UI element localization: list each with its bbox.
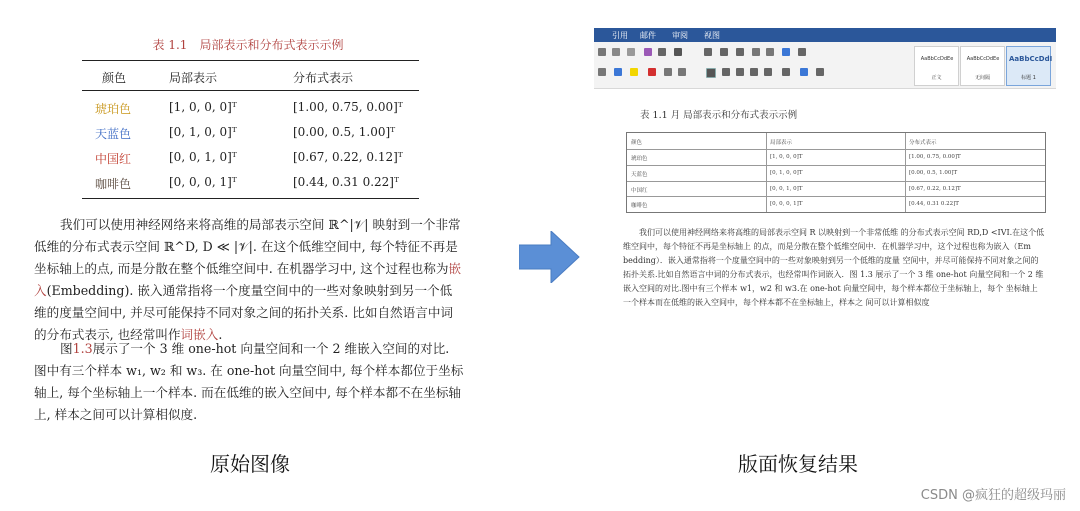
row-color-name: 天蓝色 [95, 127, 132, 141]
cell: [0, 0, 1, 0]T [770, 186, 803, 192]
row-distributed: [0.00, 0.5, 1.00]ᵀ [293, 125, 396, 139]
shading-icon[interactable] [800, 68, 808, 76]
cell: 中国红 [631, 188, 648, 194]
label-recovery-result: 版面恢复结果 [738, 452, 858, 476]
paragraph-1-text-b: (Embedding). 嵌入通常指将一个度量空间中的一些对象映射到另一个低维的度量空间中, 并尽可能保持不同对象之间的拓扑关系. 比如自然语言中词的分布式表示, 也经常叫作 [34, 283, 454, 342]
style-name: 标题 1 [1021, 75, 1036, 81]
header-distributed: 分布式表示 [293, 71, 354, 85]
row-color-name: 咖啡色 [95, 177, 132, 191]
row-distributed: [0.67, 0.22, 0.12]ᵀ [293, 150, 403, 164]
table-row [22, 150, 474, 170]
row-color-name: 琥珀色 [95, 102, 132, 116]
style-name: 无间隔 [974, 75, 990, 81]
style-sample: AaBbCcDdEe [966, 56, 1000, 62]
table-row [22, 100, 474, 120]
bullets-icon[interactable] [704, 48, 712, 56]
numbering-icon[interactable] [720, 48, 728, 56]
line-spacing-icon[interactable] [782, 68, 790, 76]
tab-references[interactable]: 引用 [612, 31, 628, 40]
superscript-icon[interactable] [598, 68, 606, 76]
multilevel-list-icon[interactable] [736, 48, 744, 56]
style-name: 正文 [931, 75, 942, 81]
char-border-icon[interactable] [674, 48, 682, 56]
change-case-icon[interactable] [627, 48, 635, 56]
style-sample: AaBbCcDdEe [920, 56, 954, 62]
table-row [22, 125, 474, 145]
row-distributed: [0.44, 0.31 0.22]ᵀ [293, 175, 400, 189]
style-heading-1[interactable] [1006, 46, 1051, 86]
paragraph-2-text-b: 展示了一个 3 维 one-hot 向量空间和一个 2 维嵌入空间的对比. 图中有三个样本 w₁, w₂ 和 w₃. 在 one-hot 向量空间中, 每个样本都位于坐标轴上, 每个坐标轴上一个样本. 而在低维的嵌入空间中, 每个样本都不在坐标轴上, 样本之间可以计算相似度. [34, 341, 464, 422]
document-page[interactable] [599, 88, 1051, 350]
align-center-icon[interactable] [722, 68, 730, 76]
table-top-rule [82, 60, 419, 61]
show-marks-icon[interactable] [798, 48, 806, 56]
paragraph-1-text-a: 我们可以使用神经网络来将高维的局部表示空间 ℝ^|𝒱| 映射到一个非常低维的分布式表示空间 ℝ^D, D ≪ |𝒱|. 在这个低维空间中, 每个特征不再是坐标轴上的点, 而是分散在整个低维空间中. 在机器学习中, 这个过程也称为 [34, 217, 461, 276]
enclose-char-icon[interactable] [678, 68, 686, 76]
ribbon-toolbar [594, 42, 1056, 89]
watermark: CSDN @疯狂的超级玛丽 [920, 488, 1066, 503]
cell: 咖啡色 [631, 203, 648, 209]
borders-icon[interactable] [816, 68, 824, 76]
recovered-caption: 表 1.1 月 局部表示和分布式表示示例 [640, 110, 798, 121]
recovered-table [626, 132, 1046, 213]
align-left-icon[interactable] [706, 68, 716, 78]
table-bottom-rule [82, 198, 419, 199]
label-original-image: 原始图像 [210, 452, 290, 476]
row-local: [0, 0, 1, 0]ᵀ [169, 150, 237, 164]
row-local: [0, 0, 0, 1]ᵀ [169, 175, 237, 189]
style-no-spacing[interactable] [960, 46, 1005, 86]
tab-mailings[interactable]: 邮件 [640, 31, 656, 40]
word-window [594, 28, 1056, 350]
recovered-paragraph: 我们可以使用神经网络来将高维的局部表示空间 R 以映射到一个非常低维 的分布式表示空间 RD,D <IVI.在这个低维空间中，每个特征不再是坐标轴上 的点，而是分散在整个低维空间中．在机器学习中，这个过程也称为嵌入（Em bedding）．嵌入通常指将一个度量空间中的一些对象映射到另一个低维的度量 空间中，并尽可能保持不同对象之间的拓扑关系.比如自然语言中词的分布式表示，也经常叫作词嵌入．图 1.3 展示了一个 3 维 one-hot 向量空间和一个 2 维嵌入空间的对比.图中有三个样本 w1，w2 和 w3.在 one-hot 向量空间中，每个样本都位于坐标轴上，每个 坐标轴上一个样本而在低维的嵌入空间中，每个样本都不在坐标轴上，样本之 间可以计算相似度 [623, 228, 1045, 307]
paragraph-1-text-c: . [218, 327, 223, 342]
clear-format-icon[interactable] [644, 48, 652, 56]
row-local: [1, 0, 0, 0]ᵀ [169, 100, 237, 114]
paragraph-2 [34, 338, 464, 426]
cell: 分布式表示 [909, 140, 937, 146]
paragraph-1 [34, 214, 464, 346]
increase-indent-icon[interactable] [766, 48, 774, 56]
distributed-icon[interactable] [764, 68, 772, 76]
figure-reference: 1.3 [72, 341, 93, 356]
font-size-shrink-icon[interactable] [612, 48, 620, 56]
phonetic-guide-icon[interactable] [658, 48, 666, 56]
cell: [0.44, 0.31 0.22]T [909, 201, 959, 207]
justify-icon[interactable] [750, 68, 758, 76]
align-right-icon[interactable] [736, 68, 744, 76]
cell: [0, 0, 0, 1]T [770, 201, 803, 207]
row-distributed: [1.00, 0.75, 0.00]ᵀ [293, 100, 403, 114]
style-sample: AaBbCcDdI [1009, 55, 1053, 63]
original-image-panel [22, 28, 474, 428]
text-effect-icon[interactable] [614, 68, 622, 76]
highlight-icon[interactable] [630, 68, 638, 76]
decrease-indent-icon[interactable] [752, 48, 760, 56]
cell: 天蓝色 [631, 172, 648, 178]
row-color-name: 中国红 [95, 152, 132, 166]
table-mid-rule [82, 90, 419, 91]
cell: 颜色 [631, 140, 643, 146]
term-embedding: 嵌入 [34, 261, 462, 298]
row-local: [0, 1, 0, 0]ᵀ [169, 125, 237, 139]
font-size-grow-icon[interactable] [598, 48, 606, 56]
cell: [0.00, 0.5, 1.00]T [909, 170, 958, 176]
sort-icon[interactable] [782, 48, 790, 56]
char-shading-icon[interactable] [664, 68, 672, 76]
ribbon-tab-bar [594, 28, 1056, 42]
cell: 局部表示 [770, 140, 793, 146]
cell: [1.00, 0.75, 0.00]T [909, 154, 961, 160]
cell: [0.67, 0.22, 0.12]T [909, 186, 961, 192]
right-arrow-icon [519, 231, 581, 283]
tab-view[interactable]: 视图 [704, 31, 720, 40]
table-row [22, 175, 474, 195]
header-local: 局部表示 [169, 71, 218, 85]
cell: [1, 0, 0, 0]T [770, 154, 803, 160]
term-word-embedding: 词嵌入 [180, 327, 219, 342]
table-caption: 表 1.1 局部表示和分布式表示示例 [152, 38, 344, 52]
cell: 琥珀色 [631, 156, 648, 162]
tab-review[interactable]: 审阅 [672, 31, 688, 40]
font-color-icon[interactable] [648, 68, 656, 76]
paragraph-2-text-a: 图 [60, 341, 73, 356]
style-normal[interactable] [914, 46, 959, 86]
header-color: 颜色 [102, 71, 127, 85]
cell: [0, 1, 0, 0]T [770, 170, 803, 176]
